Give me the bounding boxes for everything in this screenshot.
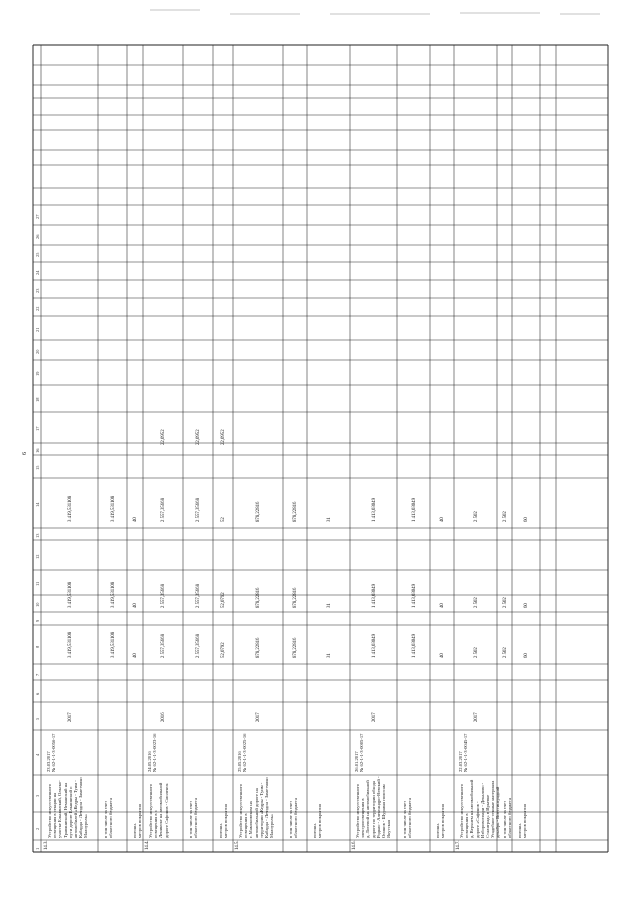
table-row-11-v7: 1 413,03049 xyxy=(411,634,417,658)
page-number: 6 xyxy=(22,452,28,455)
table-row-15-v14: 60 xyxy=(524,517,529,522)
table-row-14-v10: 2 502 xyxy=(502,597,508,608)
column-number-3: 3 xyxy=(35,794,40,797)
column-number-4: 4 xyxy=(35,753,40,756)
column-number-21: 21 xyxy=(35,327,40,332)
table-row-3-v14: 40 xyxy=(133,517,138,522)
column-number-23: 23 xyxy=(35,288,40,293)
table-row-15-v10: 60 xyxy=(524,603,529,608)
table-row-4-year: 2016 xyxy=(161,712,166,722)
table-row-5-v17: 22,0952 xyxy=(196,429,201,445)
column-number-24: 24 xyxy=(35,270,40,275)
table-row-10-year: 2017 xyxy=(371,712,377,722)
table-row-13-document: 22.03.2017 № 62-1-1-3-0045-17 xyxy=(458,733,469,772)
column-number-12: 12 xyxy=(35,554,40,559)
table-row-8-description: в том числе за счет областного бюджета xyxy=(288,798,299,838)
table-row-2-description: в том числе за счет областного бюджета xyxy=(103,798,114,838)
column-number-5: 5 xyxy=(35,717,40,720)
table-row-1-v10: 3 419,531108 xyxy=(68,581,73,608)
table-row-6-v7: 52,0792 xyxy=(221,642,226,658)
table-row-12-v10: 40 xyxy=(440,603,445,608)
column-number-22: 22 xyxy=(35,306,40,311)
scan-noise-top xyxy=(150,10,600,14)
column-number-26: 26 xyxy=(35,234,40,239)
table-row-13-v14: 2 502 xyxy=(473,511,479,522)
table-row-9-v10: 31 xyxy=(326,603,332,608)
table-row-7-v10: 878,22816 xyxy=(256,587,261,608)
table-row-8-v7: 878,22816 xyxy=(293,637,298,658)
column-number-13: 13 xyxy=(35,533,40,538)
table-row-4-v7: 2 557,35668 xyxy=(161,634,166,658)
table-row-4-description: Устройство искусственного освещения в г. Ленинске на автомобильной дороге Сафонов - Смоленск xyxy=(148,782,169,838)
column-number-18: 18 xyxy=(35,397,40,402)
table-row-1-v7: 3 419,531108 xyxy=(68,631,73,658)
table-row-14-v14: 2 502 xyxy=(502,511,508,522)
table-row-14-description: в том числе за счет областного бюджета xyxy=(502,798,513,838)
table-row-11-v14: 1 413,03049 xyxy=(411,498,417,522)
column-number-11: 11 xyxy=(35,581,40,586)
table-row-13-v7: 2 502 xyxy=(473,647,479,658)
table-row-2-v7: 3 419,531108 xyxy=(110,631,116,658)
table-grid xyxy=(33,45,608,852)
table-row-6-description: погонн. метров покрытия xyxy=(218,804,229,838)
table-row-10-description: Устройство искусственного электроосвещения в д. Лосевой на автомобильной дороге по территории обхода Роднас - Александро-Невский - Осинов - Шуравая полосам Якутская xyxy=(355,776,392,838)
table-row-3-v7: 40 xyxy=(133,653,138,658)
table-row-5-v14: 2 557,35668 xyxy=(196,498,201,522)
column-number-27: 27 xyxy=(35,214,40,219)
table-row-6-v14: 52 xyxy=(221,517,226,522)
column-number-25: 25 xyxy=(35,252,40,257)
column-number-10: 10 xyxy=(35,602,40,607)
column-number-7: 7 xyxy=(35,673,40,676)
column-number-2: 2 xyxy=(35,827,40,830)
table-row-7-description: Устройство искусственного освещения в г. Мамоновском на автомобильной дороге на территории «Кедры - Туим - Кабарда - Лечэдон - Заметчмко Малоуроль» xyxy=(238,777,275,838)
table-row-5-description: в том числе за счет областного бюджета xyxy=(188,798,199,838)
column-number-15: 15 xyxy=(35,465,40,470)
table-row-12-description: погонн. метров покрытия xyxy=(435,804,446,838)
table-row-7-v14: 878,22816 xyxy=(256,501,261,522)
table-row-6-v10: 52,0792 xyxy=(221,592,226,608)
table-row-13-id: 14.7. xyxy=(456,840,461,850)
column-number-8: 8 xyxy=(35,645,40,648)
table-row-14-v7: 2 502 xyxy=(502,647,508,658)
table-row-11-v10: 1 413,03049 xyxy=(411,584,417,608)
table-row-10-id: 14.6. xyxy=(352,840,357,850)
table-row-13-v10: 2 502 xyxy=(473,597,479,608)
table-row-1-v14: 3 419,531108 xyxy=(68,495,73,522)
column-number-16: 16 xyxy=(35,448,40,453)
table-row-12-v7: 40 xyxy=(440,653,445,658)
table-row-9-v14: 31 xyxy=(326,517,332,522)
table-row-5-v10: 2 557,35668 xyxy=(196,584,201,608)
table-row-10-v14: 1 413,03049 xyxy=(371,498,377,522)
table-row-10-v10: 1 413,03049 xyxy=(371,584,377,608)
table-row-12-v14: 40 xyxy=(440,517,445,522)
table-row-2-v10: 3 419,531108 xyxy=(110,581,116,608)
table-row-11-description: в том числе за счет областного бюджета xyxy=(402,798,413,838)
column-number-20: 20 xyxy=(35,349,40,354)
table-row-7-v7: 878,22816 xyxy=(256,637,261,658)
table-row-7-document: 25.05.2016 № 62-1-1-3-0025-16 xyxy=(237,733,248,772)
table-row-6-v17: 22,0952 xyxy=(221,429,226,445)
table-row-10-v7: 1 413,03049 xyxy=(371,634,377,658)
table-row-8-v14: 878,22816 xyxy=(293,501,298,522)
table-row-2-v14: 3 419,531108 xyxy=(110,495,116,522)
table-row-15-v7: 60 xyxy=(524,653,529,658)
table-row-8-v10: 878,22816 xyxy=(293,587,298,608)
column-number-9: 9 xyxy=(35,619,40,622)
table-row-10-document: 26.01.2017 № 62-1-1-3-0005-17 xyxy=(354,733,365,772)
table-row-1-year: 2017 xyxy=(68,712,73,722)
table-row-1-description: Устройство искусственного освещения в секции на участке Ельнинский, Ольско- Травяниский, Неманский на пути дороге Ельнинской о автомобилей «Кедры - Туим - Кабарда - Лечэдон - Заметчмко Малоуроль» xyxy=(47,777,89,838)
table-row-7-id: 14.5. xyxy=(235,840,240,850)
table-row-13-year: 2017 xyxy=(473,712,479,722)
table-row-3-v10: 40 xyxy=(133,603,138,608)
table-row-4-v17: 22,0952 xyxy=(161,429,166,445)
column-number-19: 19 xyxy=(35,371,40,376)
table-row-4-id: 14.4. xyxy=(145,840,150,850)
column-number-14: 14 xyxy=(35,502,40,507)
column-number-6: 6 xyxy=(35,692,40,695)
table-row-15-description: погонн. метров покрытия xyxy=(517,804,528,838)
column-number-1: 1 xyxy=(35,847,40,850)
table-row-1-id: 14.3. xyxy=(44,840,49,850)
table-row-3-description: погонн. метров покрытия xyxy=(132,804,143,838)
table-row-7-year: 2017 xyxy=(256,712,261,722)
table-row-9-v7: 31 xyxy=(326,653,332,658)
table-row-5-v7: 2 557,35668 xyxy=(196,634,201,658)
column-number-17: 17 xyxy=(35,426,40,431)
table-row-9-description: погонн. метров покрытия xyxy=(312,804,323,838)
table-row-4-document: 24.05.2016 № 62-1-1-3-0023-16 xyxy=(147,733,158,772)
table-row-13-description: Устройство искусственного освещения в д. Верхнем на автомобильной дороге «Сафонов - Изборовоспари - Декалово - Сталиград» в Ирьевке Усадебное темные материала декабрь - Воестинградкий xyxy=(459,779,501,838)
table-row-4-v10: 2 557,35668 xyxy=(161,584,166,608)
table-row-4-v14: 2 557,35668 xyxy=(161,498,166,522)
table-row-1-document: 23.03.2017 № 62-1-1-3-0056-17 xyxy=(46,733,57,772)
